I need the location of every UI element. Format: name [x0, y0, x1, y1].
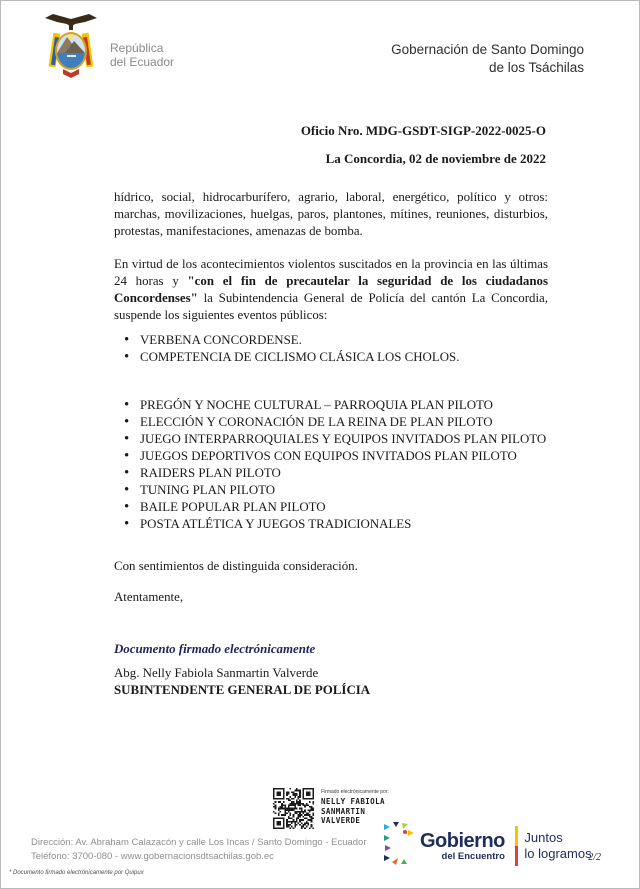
esign-stamp-name-2: SANMARTIN [321, 806, 366, 816]
list-item: • RAIDERS PLAN PILOTO [124, 465, 548, 482]
signature-block [114, 641, 548, 699]
gobierno-wordmark [420, 831, 505, 862]
list-item: • JUEGOS DEPORTIVOS CON EQUIPOS INVITADOS PLAN PILOTO [124, 448, 548, 465]
letter-meta [301, 123, 546, 167]
qr-code [273, 788, 314, 829]
institution-name [391, 13, 584, 76]
esign-stamp [273, 788, 389, 829]
footer-address-block [31, 836, 367, 865]
oficio-number: Oficio Nro. MDG-GSDT-SIGP-2022-0025-O [300, 123, 546, 138]
list-item: • VERBENA CONCORDENSE. [124, 332, 548, 349]
gobierno-arrows-icon [384, 822, 414, 870]
paragraph-suspension [114, 256, 548, 324]
gobierno-subtitle: del Encuentro [441, 850, 505, 862]
gobierno-title: Gobierno [420, 829, 505, 852]
list-item: • JUEGO INTERPARROQUIALES Y EQUIPOS INVITADOS PLAN PILOTO [124, 431, 548, 448]
institution-line2: de los Tsáchilas [488, 59, 584, 75]
page-number: 2/2 [588, 852, 601, 863]
suspended-events-list-1 [114, 332, 548, 366]
republic-brand [41, 13, 174, 81]
signer-title: SUBINTENDENTE GENERAL DE POLÍCIA [114, 683, 371, 697]
republic-label [110, 25, 174, 70]
list-item: • POSTA ATLÉTICA Y JUEGOS TRADICIONALES [124, 516, 548, 533]
esign-label: Documento firmado electrónicamente [114, 642, 316, 656]
list-item: • PREGÓN Y NOCHE CULTURAL – PARROQUIA PLAN PILOTO [124, 397, 548, 414]
gobierno-divider [515, 826, 519, 866]
ecuador-coat-of-arms-icon [41, 13, 101, 81]
list-item: • BAILE POPULAR PLAN PILOTO [124, 499, 548, 516]
institution-line1: Gobernación de Santo Domingo [391, 42, 584, 57]
esign-stamp-name-3: VALVERDE [321, 816, 361, 825]
closing-line: Con sentimientos de distinguida consideración. [114, 559, 358, 573]
paragraph-suspension-emphasis: "con el fin de precautelar la seguridad de los ciudadanos Concordenses" [114, 274, 548, 305]
letter-body [114, 189, 548, 699]
gobierno-tagline-line2: lo logramos [524, 846, 592, 861]
signer-name: Abg. Nelly Fabiola Sanmartin Valverde [114, 666, 319, 680]
quipux-note: * Documento firmado electrónicamente por Quipux [9, 870, 144, 876]
gobierno-tagline [524, 830, 591, 863]
suspended-events-list-2 [114, 397, 548, 533]
document-header [41, 13, 584, 81]
paragraph-suspension-tail: la Subintendencia General de Policía del cantón La Concordia, suspende los siguientes eventos públicos: [114, 291, 548, 322]
list-item: • COMPETENCIA DE CICLISMO CLÁSICA LOS CHOLOS. [124, 349, 548, 366]
republic-label-line2: del Ecuador [110, 55, 175, 69]
esign-stamp-name-1: NELLY FABIOLA [321, 797, 385, 806]
paragraph-activities: hídrico, social, hidrocarburífero, agrario, laboral, energético, político y otros: marchas, movilizaciones, huelgas, paros, plantones, mítines, reuniones, disturbios, protestas, manifestaciones, amenazas de bomba. [114, 190, 548, 238]
esign-stamp-text [321, 788, 389, 826]
footer-address-line: Dirección: Av. Abraham Calazacón y calle Los Incas / Santo Domingo - Ecuador [31, 837, 367, 848]
gobierno-tagline-line1: Juntos [524, 829, 563, 845]
gobierno-logo [384, 822, 592, 870]
footer-phone-line: Teléfono: 3700-080 - www.gobernacionsdtsachilas.gob.ec [31, 851, 274, 863]
salutation-line: Atentamente, [114, 590, 184, 604]
list-item: • ELECCIÓN Y CORONACIÓN DE LA REINA DE PLAN PILOTO [124, 414, 548, 431]
list-item: • TUNING PLAN PILOTO [124, 482, 548, 499]
date-line: La Concordia, 02 de noviembre de 2022 [325, 151, 546, 166]
republic-label-line1: República [110, 40, 164, 55]
esign-stamp-label: Firmado electrónicamente por: [321, 789, 389, 795]
paragraph-suspension-lead: En virtud de los acontecimientos violentos suscitados en la provincia en las últimas 24 horas y [114, 257, 548, 288]
